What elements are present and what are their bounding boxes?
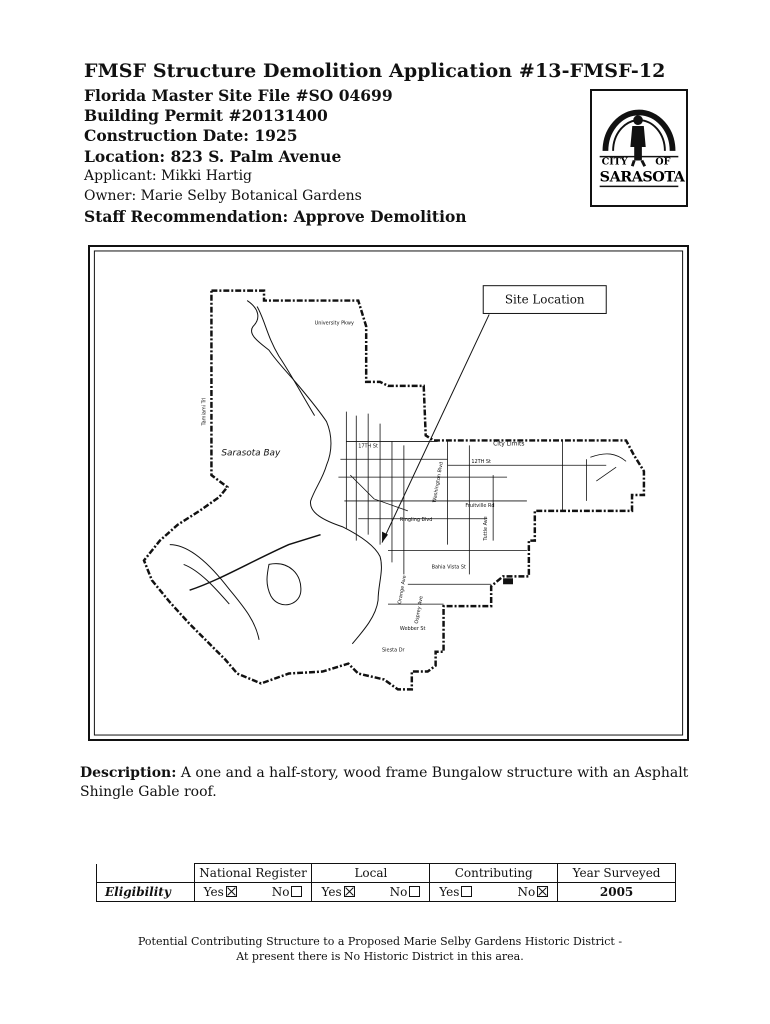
- description-text: A one and a half-story, wood frame Bungalow structure with an Asphalt Shingle Gable roof.: [80, 765, 689, 800]
- callout-arrow-icon: [382, 532, 388, 543]
- row-label-eligibility: Eligibility: [97, 883, 195, 902]
- bay-label: Sarasota Bay: [221, 448, 281, 459]
- description-label: Description:: [80, 765, 177, 781]
- text-label: Washington Blvd: [431, 461, 445, 504]
- contributing-yes-checkbox[interactable]: [461, 886, 472, 897]
- city-seal-icon: [592, 91, 686, 205]
- text-label: No: [517, 885, 536, 899]
- description: [80, 764, 700, 802]
- text-label: City Limits: [493, 440, 525, 448]
- text-label: Fruitville Rd: [465, 502, 495, 509]
- applicant: Applicant: Mikki Hartig: [84, 168, 253, 184]
- text-label: Yes: [439, 885, 460, 899]
- site-file-number: Florida Master Site File #SO 04699: [84, 86, 393, 105]
- col-national-register: National Register: [194, 864, 312, 883]
- table-row: [97, 864, 676, 883]
- owner: Owner: Marie Selby Botanical Gardens: [84, 188, 362, 204]
- text-label: 12TH St: [471, 459, 491, 466]
- logo-city-text: CITY: [601, 156, 628, 168]
- document-title: FMSF Structure Demolition Application #13-FMSF-12: [84, 60, 666, 82]
- footnote-line-1: Potential Contributing Structure to a Proposed Marie Selby Gardens Historic District -: [137, 935, 623, 948]
- text-label: Orange Ave: [396, 574, 408, 605]
- city-limits-boundary: [144, 291, 644, 690]
- text-label: Bahia Vista St: [431, 564, 466, 571]
- site-location-label: Site Location: [504, 292, 585, 307]
- national-yes-checkbox[interactable]: [226, 886, 237, 897]
- text-label: No: [389, 885, 408, 899]
- logo-of-text: OF: [655, 156, 671, 168]
- barrier-islands: [170, 545, 301, 640]
- contributing-no-checkbox[interactable]: [537, 886, 548, 897]
- footnote-line-2: At present there is No Historic District in this area.: [236, 950, 524, 963]
- local-yes-checkbox[interactable]: [344, 886, 355, 897]
- logo-sarasota-text: SARASOTA: [599, 168, 685, 186]
- city-of-sarasota-logo: [590, 89, 688, 207]
- staff-recommendation: Staff Recommendation: Approve Demolition: [84, 207, 467, 226]
- text-label: Osprey Ave: [413, 595, 425, 625]
- footnote: [120, 934, 640, 964]
- eligibility-table: [96, 863, 676, 902]
- location: Location: 823 S. Palm Avenue: [84, 147, 342, 166]
- location-map: [88, 245, 689, 741]
- text-label: Tamiami Trl: [201, 397, 208, 426]
- year-surveyed-value: 2005: [558, 883, 676, 902]
- text-label: Tuttle Ave: [483, 516, 490, 541]
- shoreline: [247, 301, 381, 644]
- text-label: 17TH St: [358, 443, 378, 450]
- building-permit: Building Permit #20131400: [84, 106, 328, 125]
- text-label: Ringling Blvd: [399, 516, 433, 523]
- city-map: [90, 247, 687, 739]
- table-row: [97, 883, 676, 902]
- col-local: Local: [312, 864, 430, 883]
- text-label: Webber St: [399, 625, 426, 632]
- local-no-checkbox[interactable]: [409, 886, 420, 897]
- national-no-checkbox[interactable]: [291, 886, 302, 897]
- text-label: Yes: [203, 885, 224, 899]
- col-contributing: Contributing: [430, 864, 558, 883]
- construction-date: Construction Date: 1925: [84, 126, 298, 145]
- text-label: No: [271, 885, 290, 899]
- text-label: Yes: [321, 885, 342, 899]
- text-label: Siesta Dr: [382, 647, 405, 654]
- col-year-surveyed: Year Surveyed: [558, 864, 676, 883]
- text-label: University Pkwy: [314, 320, 354, 327]
